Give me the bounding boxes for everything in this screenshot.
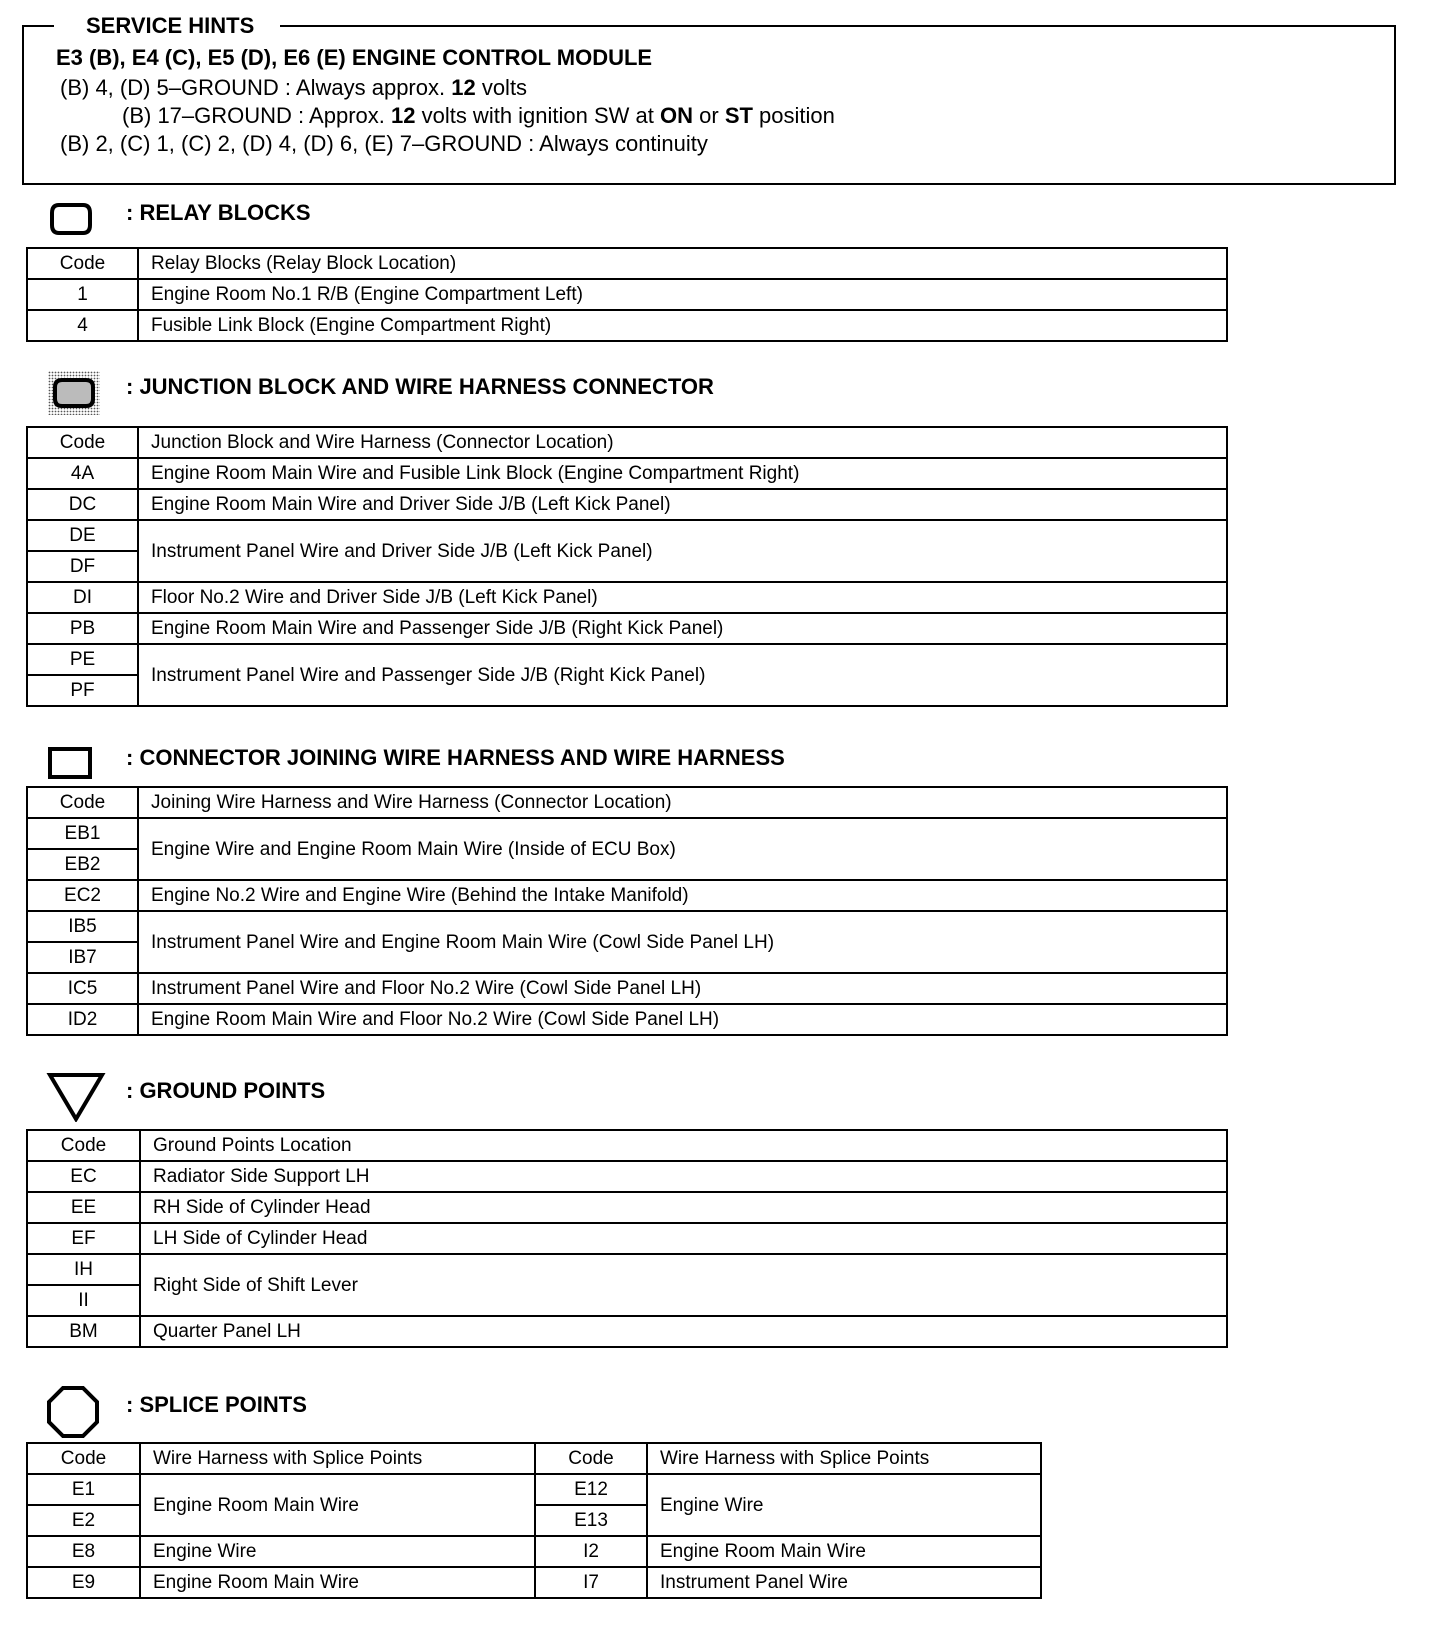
code-cell: II xyxy=(27,1285,140,1316)
code-header: Code xyxy=(27,248,138,279)
table-row xyxy=(27,489,1227,520)
splice-points-title: : SPLICE POINTS xyxy=(126,1392,307,1417)
desc-cell: Engine Room Main Wire and Floor No.2 Wire (Cowl Side Panel LH) xyxy=(138,1004,1227,1035)
desc-cell: Radiator Side Support LH xyxy=(140,1161,1227,1192)
desc-header: Junction Block and Wire Harness (Connector Location) xyxy=(138,427,1227,458)
code-cell: IB7 xyxy=(27,942,138,973)
service-hints-box xyxy=(22,13,1396,185)
code-cell: EC2 xyxy=(27,880,138,911)
desc-cell: Engine Room Main Wire and Driver Side J/B (Left Kick Panel) xyxy=(138,489,1227,520)
desc-cell: Quarter Panel LH xyxy=(140,1316,1227,1347)
code-cell: PF xyxy=(27,675,138,706)
desc-cell: Engine Room Main Wire xyxy=(647,1536,1041,1567)
junction-block-table xyxy=(26,426,1228,707)
code-cell: DF xyxy=(27,551,138,582)
code-cell: EE xyxy=(27,1192,140,1223)
desc-cell: Engine Wire xyxy=(647,1474,1041,1536)
table-header-row xyxy=(27,427,1227,458)
table-row xyxy=(27,1161,1227,1192)
code-header: Code xyxy=(535,1443,647,1474)
table-row xyxy=(27,458,1227,489)
code-cell: E9 xyxy=(27,1567,140,1598)
code-cell: I7 xyxy=(535,1567,647,1598)
desc-cell: RH Side of Cylinder Head xyxy=(140,1192,1227,1223)
desc-header: Wire Harness with Splice Points xyxy=(140,1443,535,1474)
ecm-heading: E3 (B), E4 (C), E5 (D), E6 (E) ENGINE CONTROL MODULE xyxy=(56,45,653,70)
desc-header: Joining Wire Harness and Wire Harness (Connector Location) xyxy=(138,787,1227,818)
desc-cell: Instrument Panel Wire and Floor No.2 Wire (Cowl Side Panel LH) xyxy=(138,973,1227,1004)
desc-cell: Engine Room Main Wire and Fusible Link Block (Engine Compartment Right) xyxy=(138,458,1227,489)
connector-symbol-icon xyxy=(48,747,92,779)
table-row xyxy=(27,1192,1227,1223)
table-row xyxy=(27,582,1227,613)
hint-line-3: (B) 2, (C) 1, (C) 2, (D) 4, (D) 6, (E) 7–GROUND : Always continuity xyxy=(60,131,708,156)
desc-header: Ground Points Location xyxy=(140,1130,1227,1161)
table-row xyxy=(27,1254,1227,1285)
desc-header: Relay Blocks (Relay Block Location) xyxy=(138,248,1227,279)
desc-cell: Right Side of Shift Lever xyxy=(140,1254,1227,1316)
table-row xyxy=(27,911,1227,942)
code-cell: EF xyxy=(27,1223,140,1254)
ground-points-table xyxy=(26,1129,1228,1348)
table-row xyxy=(27,1223,1227,1254)
table-row xyxy=(27,613,1227,644)
code-cell: EB1 xyxy=(27,818,138,849)
code-cell: E1 xyxy=(27,1474,140,1505)
desc-cell: Engine Room Main Wire and Passenger Side J/B (Right Kick Panel) xyxy=(138,613,1227,644)
code-header: Code xyxy=(27,1443,140,1474)
code-cell: 4A xyxy=(27,458,138,489)
code-cell: ID2 xyxy=(27,1004,138,1035)
code-header: Code xyxy=(27,1130,140,1161)
code-header: Code xyxy=(27,787,138,818)
desc-cell: Engine Room Main Wire xyxy=(140,1474,535,1536)
table-row xyxy=(27,1567,1041,1598)
code-cell: 4 xyxy=(27,310,138,341)
desc-cell: LH Side of Cylinder Head xyxy=(140,1223,1227,1254)
code-cell: E8 xyxy=(27,1536,140,1567)
table-row xyxy=(27,1004,1227,1035)
table-row xyxy=(27,1474,1041,1505)
desc-cell: Engine Room Main Wire xyxy=(140,1567,535,1598)
splice-points-table xyxy=(26,1442,1042,1599)
desc-cell: Engine Wire and Engine Room Main Wire (Inside of ECU Box) xyxy=(138,818,1227,880)
code-cell: BM xyxy=(27,1316,140,1347)
relay-blocks-title: : RELAY BLOCKS xyxy=(126,200,311,225)
junction-block-title: : JUNCTION BLOCK AND WIRE HARNESS CONNECTOR xyxy=(126,374,714,399)
code-cell: I2 xyxy=(535,1536,647,1567)
desc-cell: Instrument Panel Wire and Engine Room Main Wire (Cowl Side Panel LH) xyxy=(138,911,1227,973)
relay-block-symbol-icon xyxy=(49,202,93,236)
desc-cell: Instrument Panel Wire and Passenger Side J/B (Right Kick Panel) xyxy=(138,644,1227,706)
table-row xyxy=(27,818,1227,849)
table-row xyxy=(27,310,1227,341)
code-header: Code xyxy=(27,427,138,458)
code-cell: E13 xyxy=(535,1505,647,1536)
table-row xyxy=(27,880,1227,911)
table-header-row xyxy=(27,1443,1041,1474)
connector-title: : CONNECTOR JOINING WIRE HARNESS AND WIRE HARNESS xyxy=(126,745,785,770)
table-header-row xyxy=(27,787,1227,818)
table-row xyxy=(27,520,1227,551)
hint-line-2: (B) 17–GROUND : Approx. 12 volts with ignition SW at ON or ST position xyxy=(122,103,835,128)
junction-block-symbol-icon xyxy=(48,371,100,415)
table-row xyxy=(27,279,1227,310)
code-cell: EC xyxy=(27,1161,140,1192)
desc-cell: Floor No.2 Wire and Driver Side J/B (Left Kick Panel) xyxy=(138,582,1227,613)
code-cell: 1 xyxy=(27,279,138,310)
table-header-row xyxy=(27,1130,1227,1161)
table-row xyxy=(27,1316,1227,1347)
code-cell: EB2 xyxy=(27,849,138,880)
service-hints-title: SERVICE HINTS xyxy=(54,11,280,41)
table-row xyxy=(27,973,1227,1004)
code-cell: DI xyxy=(27,582,138,613)
relay-blocks-table xyxy=(26,247,1228,342)
table-header-row xyxy=(27,248,1227,279)
code-cell: E2 xyxy=(27,1505,140,1536)
code-cell: IB5 xyxy=(27,911,138,942)
code-cell: E12 xyxy=(535,1474,647,1505)
code-cell: IC5 xyxy=(27,973,138,1004)
code-cell: PB xyxy=(27,613,138,644)
code-cell: DC xyxy=(27,489,138,520)
desc-header: Wire Harness with Splice Points xyxy=(647,1443,1041,1474)
code-cell: DE xyxy=(27,520,138,551)
ground-points-title: : GROUND POINTS xyxy=(126,1078,326,1103)
connector-table xyxy=(26,786,1228,1036)
hint-line-1: (B) 4, (D) 5–GROUND : Always approx. 12 volts xyxy=(60,75,528,100)
splice-point-symbol-icon xyxy=(46,1385,100,1439)
desc-cell: Instrument Panel Wire xyxy=(647,1567,1041,1598)
desc-cell: Engine Wire xyxy=(140,1536,535,1567)
desc-cell: Fusible Link Block (Engine Compartment Right) xyxy=(138,310,1227,341)
table-row xyxy=(27,644,1227,675)
desc-cell: Instrument Panel Wire and Driver Side J/B (Left Kick Panel) xyxy=(138,520,1227,582)
code-cell: IH xyxy=(27,1254,140,1285)
desc-cell: Engine Room No.1 R/B (Engine Compartment Left) xyxy=(138,279,1227,310)
code-cell: PE xyxy=(27,644,138,675)
table-row xyxy=(27,1536,1041,1567)
desc-cell: Engine No.2 Wire and Engine Wire (Behind the Intake Manifold) xyxy=(138,880,1227,911)
ground-point-symbol-icon xyxy=(46,1072,106,1122)
